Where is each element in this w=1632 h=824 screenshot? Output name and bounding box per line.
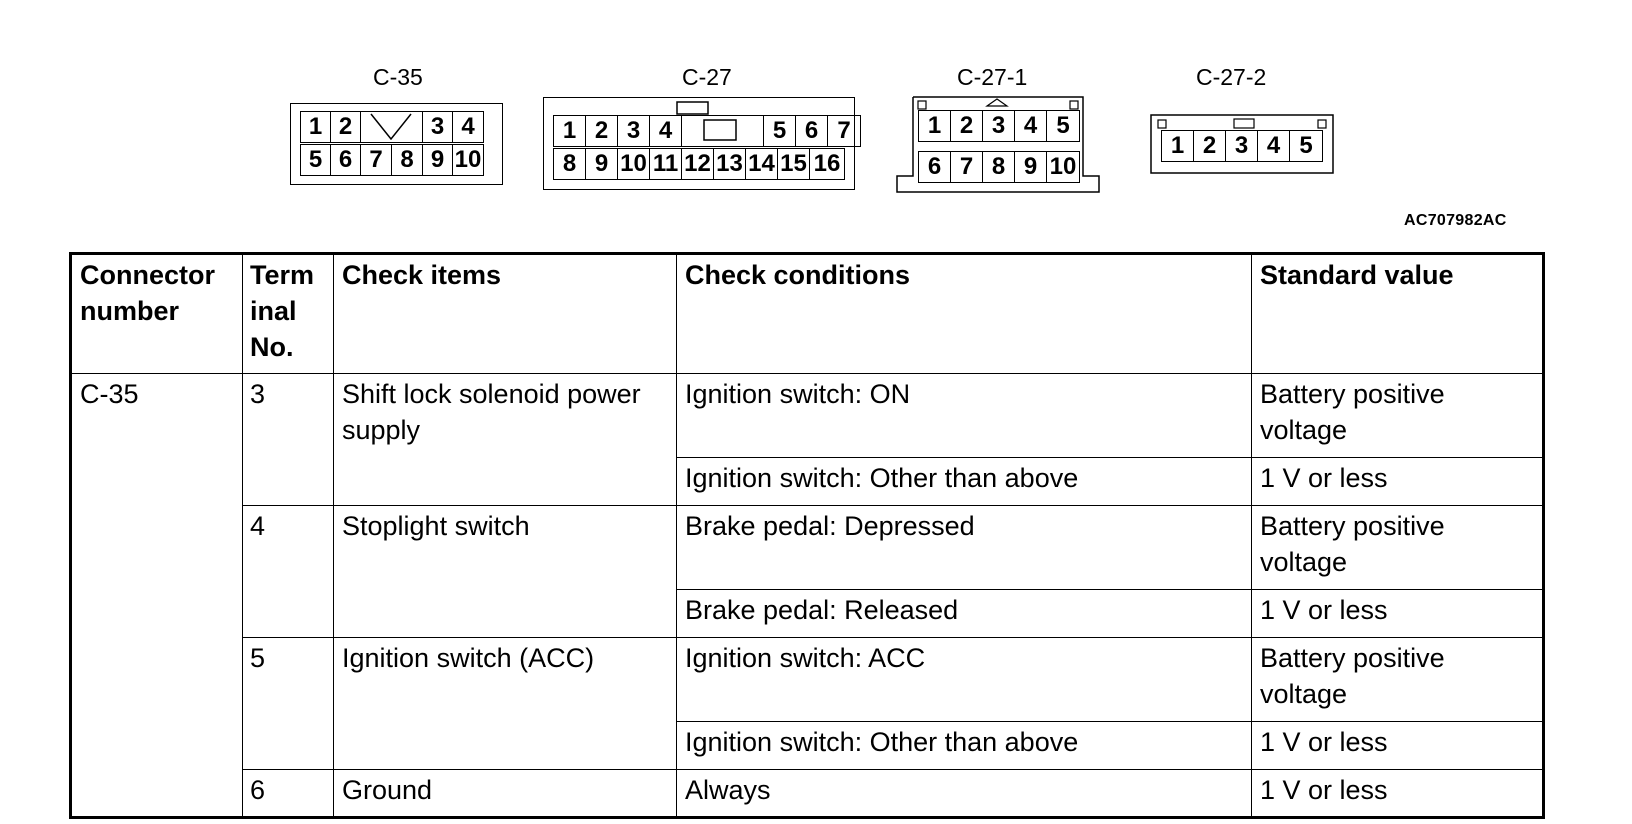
c27-2-pin: 5 [1299,132,1313,159]
c27-1-pin: 8 [983,152,1015,182]
terminal-cell: 4 [243,506,334,638]
check-condition-cell: Ignition switch: ON [677,374,1252,458]
standard-value-cell: 1 V or less [1252,722,1544,770]
c35-pin: 6 [331,145,361,175]
c35-pin: 4 [461,113,475,140]
c27-pin: 6 [796,116,828,146]
c27-key-slot [682,116,764,146]
c27-pin: 12 [682,149,714,179]
check-condition-cell: Ignition switch: ACC [677,638,1252,722]
connector-c27-1 [895,96,1101,194]
c35-pin: 3 [423,112,453,142]
check-item-cell: Stoplight switch [334,506,677,638]
c27-1-row-bottom [918,151,1080,183]
connector-label-c27-1: C-27-1 [957,64,1028,90]
connector-number-cell: C-35 [71,374,243,818]
c27-pin: 9 [586,149,618,179]
c27-pin: 10 [618,149,650,179]
check-item-cell: Ignition switch (ACC) [334,638,677,770]
c27-pin: 11 [650,149,682,179]
standard-value-cell: Battery positive voltage [1252,374,1544,458]
c35-pin: 2 [331,112,361,142]
c27-row-bottom [553,148,845,180]
connector-c27 [543,97,855,190]
c35-pin: 7 [361,145,392,175]
standard-value-cell: 1 V or less [1252,590,1544,638]
table-row [71,638,1544,722]
c27-1-pin: 1 [919,111,951,141]
terminal-check-table [69,252,1545,819]
check-item-cell: Shift lock solenoid power supply [334,374,677,506]
c27-pin: 7 [837,117,851,144]
header-connector-number: Connector number [71,254,243,374]
check-condition-cell: Ignition switch: Other than above [677,458,1252,506]
c27-1-pin: 2 [951,111,983,141]
standard-value-cell: 1 V or less [1252,458,1544,506]
connector-label-c27: C-27 [682,64,732,90]
table-row [71,374,1544,458]
header-check-items: Check items [334,254,677,374]
terminal-cell: 5 [243,638,334,770]
c27-1-pin: 4 [1015,111,1047,141]
header-standard-value: Standard value [1252,254,1544,374]
c27-pin: 8 [554,149,586,179]
table-row [71,770,1544,818]
c27-2-pin: 2 [1194,131,1226,161]
c27-1-row-top [918,110,1080,142]
standard-value-cell: Battery positive voltage [1252,506,1544,590]
figure-code: AC707982AC [1404,212,1507,229]
c27-pin: 5 [764,116,796,146]
check-item-cell: Ground [334,770,677,818]
c27-pin: 4 [650,116,682,146]
c27-key-icon [682,116,762,144]
table-header-row [71,254,1544,374]
c27-2-pin: 1 [1162,131,1194,161]
connector-label-c35: C-35 [373,64,423,90]
c27-1-pin: 3 [983,111,1015,141]
terminal-cell: 3 [243,374,334,506]
c27-pin: 16 [813,150,841,177]
c27-pin: 14 [746,149,778,179]
c27-row-top [553,115,861,147]
c27-1-pin: 7 [951,152,983,182]
table-row [71,506,1544,590]
standard-value-cell: 1 V or less [1252,770,1544,818]
standard-value-cell: Battery positive voltage [1252,638,1544,722]
c35-pin: 10 [454,146,482,173]
check-condition-cell: Brake pedal: Released [677,590,1252,638]
c27-pin: 3 [618,116,650,146]
c35-pin: 9 [423,145,453,175]
c35-pin: 1 [301,112,331,142]
c27-pin: 13 [714,149,746,179]
c27-1-pin: 6 [919,152,951,182]
c27-2-pin: 3 [1226,131,1258,161]
check-condition-cell: Always [677,770,1252,818]
c27-pin: 2 [586,116,618,146]
c35-pin: 8 [392,145,423,175]
c27-1-pin: 9 [1015,152,1047,182]
c27-pin: 15 [778,149,810,179]
terminal-cell: 6 [243,770,334,818]
c35-key-slot [361,112,423,142]
c27-2-row [1161,130,1323,162]
check-condition-cell: Brake pedal: Depressed [677,506,1252,590]
header-check-conditions: Check conditions [677,254,1252,374]
c35-key-triangle-icon [361,112,421,140]
connector-c35 [290,103,503,185]
c35-pin: 5 [301,145,331,175]
c27-pin: 1 [554,116,586,146]
c27-1-pin: 5 [1056,112,1070,139]
c35-row-bottom [300,144,484,176]
c35-row-top [300,111,484,143]
header-terminal-no: Term inal No. [243,254,334,374]
c27-2-pin: 4 [1258,131,1290,161]
connector-label-c27-2: C-27-2 [1196,64,1267,90]
c27-1-pin: 10 [1049,153,1077,180]
check-condition-cell: Ignition switch: Other than above [677,722,1252,770]
connector-c27-2 [1150,114,1334,175]
